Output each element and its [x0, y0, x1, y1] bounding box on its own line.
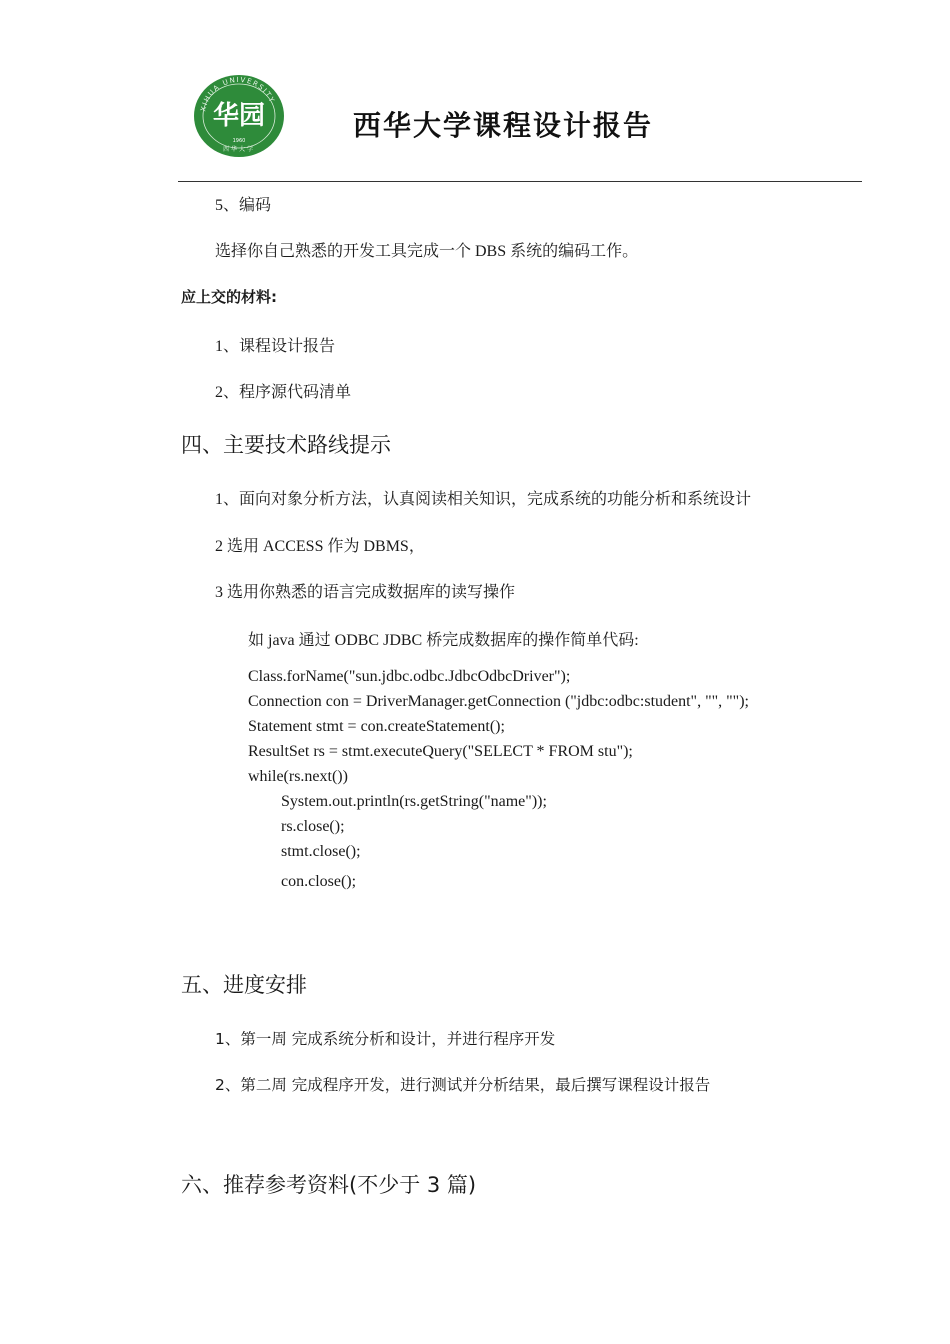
code-line: Statement stmt = con.createStatement(); — [248, 718, 505, 735]
code-line: stmt.close(); — [281, 843, 361, 860]
materials-heading: 应上交的材料: — [181, 288, 277, 306]
materials-item: 1、课程设计报告 — [215, 338, 336, 355]
svg-text:1960: 1960 — [232, 138, 246, 144]
svg-text:西华大学: 西华大学 — [222, 146, 256, 153]
code-line: System.out.println(rs.getString("name")); — [281, 793, 547, 810]
schedule-item: 1、第一周 完成系统分析和设计，并进行程序开发 — [215, 1030, 556, 1048]
svg-text:华园: 华园 — [212, 101, 266, 131]
coding-item-heading: 5、编码 — [215, 197, 272, 214]
svg-text:XIHUA UNIVERSITY: XIHUA UNIVERSITY — [199, 75, 277, 113]
header-divider — [178, 181, 862, 182]
code-line: ResultSet rs = stmt.executeQuery("SELECT * FROM stu"); — [248, 743, 633, 760]
section-4-heading: 四、主要技术路线提示 — [181, 433, 391, 457]
section-4-item: 3 选用你熟悉的语言完成数据库的读写操作 — [215, 584, 516, 601]
section-6-heading: 六、推荐参考资料(不少于 3 篇) — [181, 1173, 477, 1197]
schedule-item: 2、第二周 完成程序开发，进行测试并分析结果，最后撰写课程设计报告 — [215, 1076, 711, 1094]
code-line: while(rs.next()) — [248, 768, 348, 785]
coding-description: 选择你自己熟悉的开发工具完成一个 DBS 系统的编码工作。 — [215, 243, 639, 260]
code-line: Connection con = DriverManager.getConnection ("jdbc:odbc:student", "", ""); — [248, 693, 749, 710]
report-title: 西华大学课程设计报告 — [353, 111, 654, 142]
section-4-item: 2 选用 ACCESS 作为 DBMS， — [215, 538, 425, 555]
section-4-item: 1、面向对象分析方法，认真阅读相关知识，完成系统的功能分析和系统设计 — [215, 491, 752, 508]
section-5-heading: 五、进度安排 — [181, 973, 307, 997]
code-line: Class.forName("sun.jdbc.odbc.JdbcOdbcDriver"); — [248, 668, 571, 685]
materials-item: 2、程序源代码清单 — [215, 384, 352, 401]
code-line: rs.close(); — [281, 818, 345, 835]
code-intro: 如 java 通过 ODBC JDBC 桥完成数据库的操作简单代码: — [248, 632, 639, 649]
code-line: con.close(); — [281, 873, 357, 890]
university-logo — [193, 74, 285, 158]
